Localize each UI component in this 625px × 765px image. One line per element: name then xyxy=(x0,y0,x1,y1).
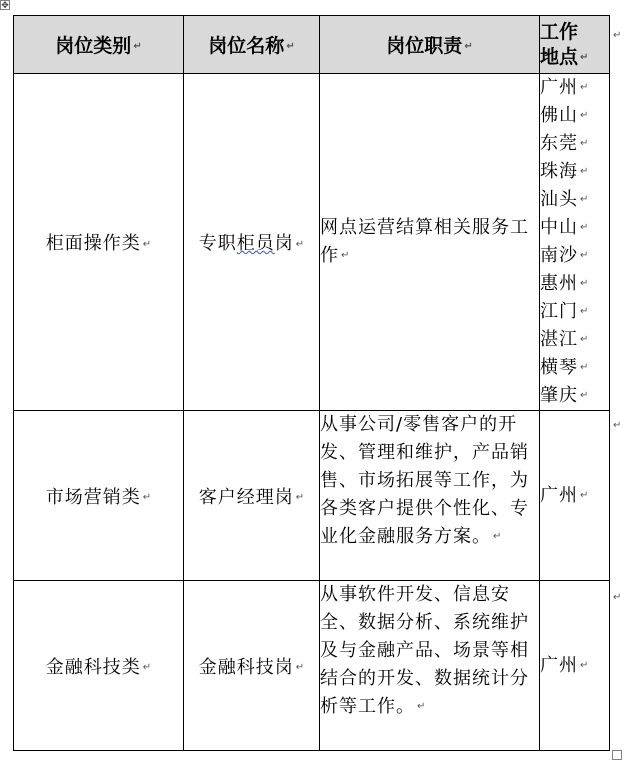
location-item: 江门 ↵ xyxy=(540,298,609,326)
location-item: 横琴 ↵ xyxy=(540,354,609,382)
location-item: 东莞 ↵ xyxy=(540,130,609,158)
paragraph-mark-icon: ↵ xyxy=(580,659,589,671)
paragraph-mark-icon: ↵ xyxy=(142,492,152,503)
paragraph-mark-icon: ↵ xyxy=(142,662,152,673)
paragraph-mark-icon: ↵ xyxy=(580,489,589,501)
table-resize-handle[interactable] xyxy=(612,750,622,760)
table-row xyxy=(14,581,610,751)
cell-category: 柜面操作类 ↵ xyxy=(14,74,184,411)
paragraph-mark-icon: ↵ xyxy=(580,222,589,233)
spellcheck-underline: 柜员 xyxy=(236,233,275,254)
paragraph-mark-icon: ↵ xyxy=(295,662,305,673)
row-end-mark-icon: ↵ xyxy=(613,420,622,431)
header-location: 工作 地点 ↵ xyxy=(540,16,610,74)
location-item: 中山 ↵ xyxy=(540,214,609,242)
paragraph-mark-icon: ↵ xyxy=(580,110,589,121)
cell-category: 市场营销类 ↵ xyxy=(14,411,184,581)
cell-location: 广州 ↵ xyxy=(540,581,610,751)
header-category: 岗位类别 ↵ xyxy=(14,16,184,74)
paragraph-mark-icon: ↵ xyxy=(580,51,589,63)
location-item: 湛江 ↵ xyxy=(540,326,609,354)
paragraph-mark-icon: ↵ xyxy=(580,362,589,373)
location-item: 广州 ↵ xyxy=(540,74,609,102)
cell-name: 客户经理岗 ↵ xyxy=(184,411,320,581)
location-item: 汕头 ↵ xyxy=(540,186,609,214)
location-item: 惠州 ↵ xyxy=(540,270,609,298)
cell-duty: 网点运营结算相关服务工作 ↵ xyxy=(320,74,540,411)
table-move-handle-icon[interactable]: ✥ xyxy=(1,1,9,11)
table-header-row xyxy=(14,16,610,74)
paragraph-mark-icon: ↵ xyxy=(580,306,589,317)
location-item: 南沙 ↵ xyxy=(540,242,609,270)
paragraph-mark-icon: ↵ xyxy=(493,531,502,542)
cell-name: 金融科技岗 ↵ xyxy=(184,581,320,751)
job-positions-table xyxy=(13,15,610,751)
location-item: 肇庆 ↵ xyxy=(540,382,609,410)
cell-duty: 从事软件开发、信息安全、数据分析、系统维护及与金融产品、场景等相结合的开发、数据统计分析等工作。 ↵ xyxy=(320,581,540,751)
cell-name: 专职柜员岗 ↵ xyxy=(184,74,320,411)
header-duty: 岗位职责 ↵ xyxy=(320,16,540,74)
paragraph-mark-icon: ↵ xyxy=(580,166,589,177)
table-row xyxy=(14,411,610,581)
paragraph-mark-icon: ↵ xyxy=(417,701,426,712)
paragraph-mark-icon: ↵ xyxy=(580,138,589,149)
paragraph-mark-icon: ↵ xyxy=(133,41,142,52)
table-row xyxy=(14,74,610,411)
paragraph-mark-icon: ↵ xyxy=(580,278,589,289)
paragraph-mark-icon: ↵ xyxy=(286,41,295,52)
paragraph-mark-icon: ↵ xyxy=(464,41,473,52)
paragraph-mark-icon: ↵ xyxy=(341,250,350,261)
cell-duty: 从事公司/零售客户的开发、管理和维护，产品销售、市场拓展等工作，为各类客户提供个性化、专业化金融服务方案。 ↵ xyxy=(320,411,540,581)
paragraph-mark-icon: ↵ xyxy=(580,334,589,345)
paragraph-mark-icon: ↵ xyxy=(295,238,305,250)
paragraph-mark-icon: ↵ xyxy=(295,492,305,503)
paragraph-mark-icon: ↵ xyxy=(142,238,152,250)
paragraph-mark-icon: ↵ xyxy=(580,250,589,261)
row-end-mark-icon: ↵ xyxy=(613,592,622,603)
row-end-mark-icon: ↵ xyxy=(613,30,622,41)
cell-location-list xyxy=(540,74,610,411)
paragraph-mark-icon: ↵ xyxy=(580,82,589,93)
location-item: 佛山 ↵ xyxy=(540,102,609,130)
header-name: 岗位名称 ↵ xyxy=(184,16,320,74)
cell-category: 金融科技类 ↵ xyxy=(14,581,184,751)
paragraph-mark-icon: ↵ xyxy=(580,194,589,205)
cell-location: 广州 ↵ xyxy=(540,411,610,581)
paragraph-mark-icon: ↵ xyxy=(580,390,589,401)
location-item: 珠海 ↵ xyxy=(540,158,609,186)
